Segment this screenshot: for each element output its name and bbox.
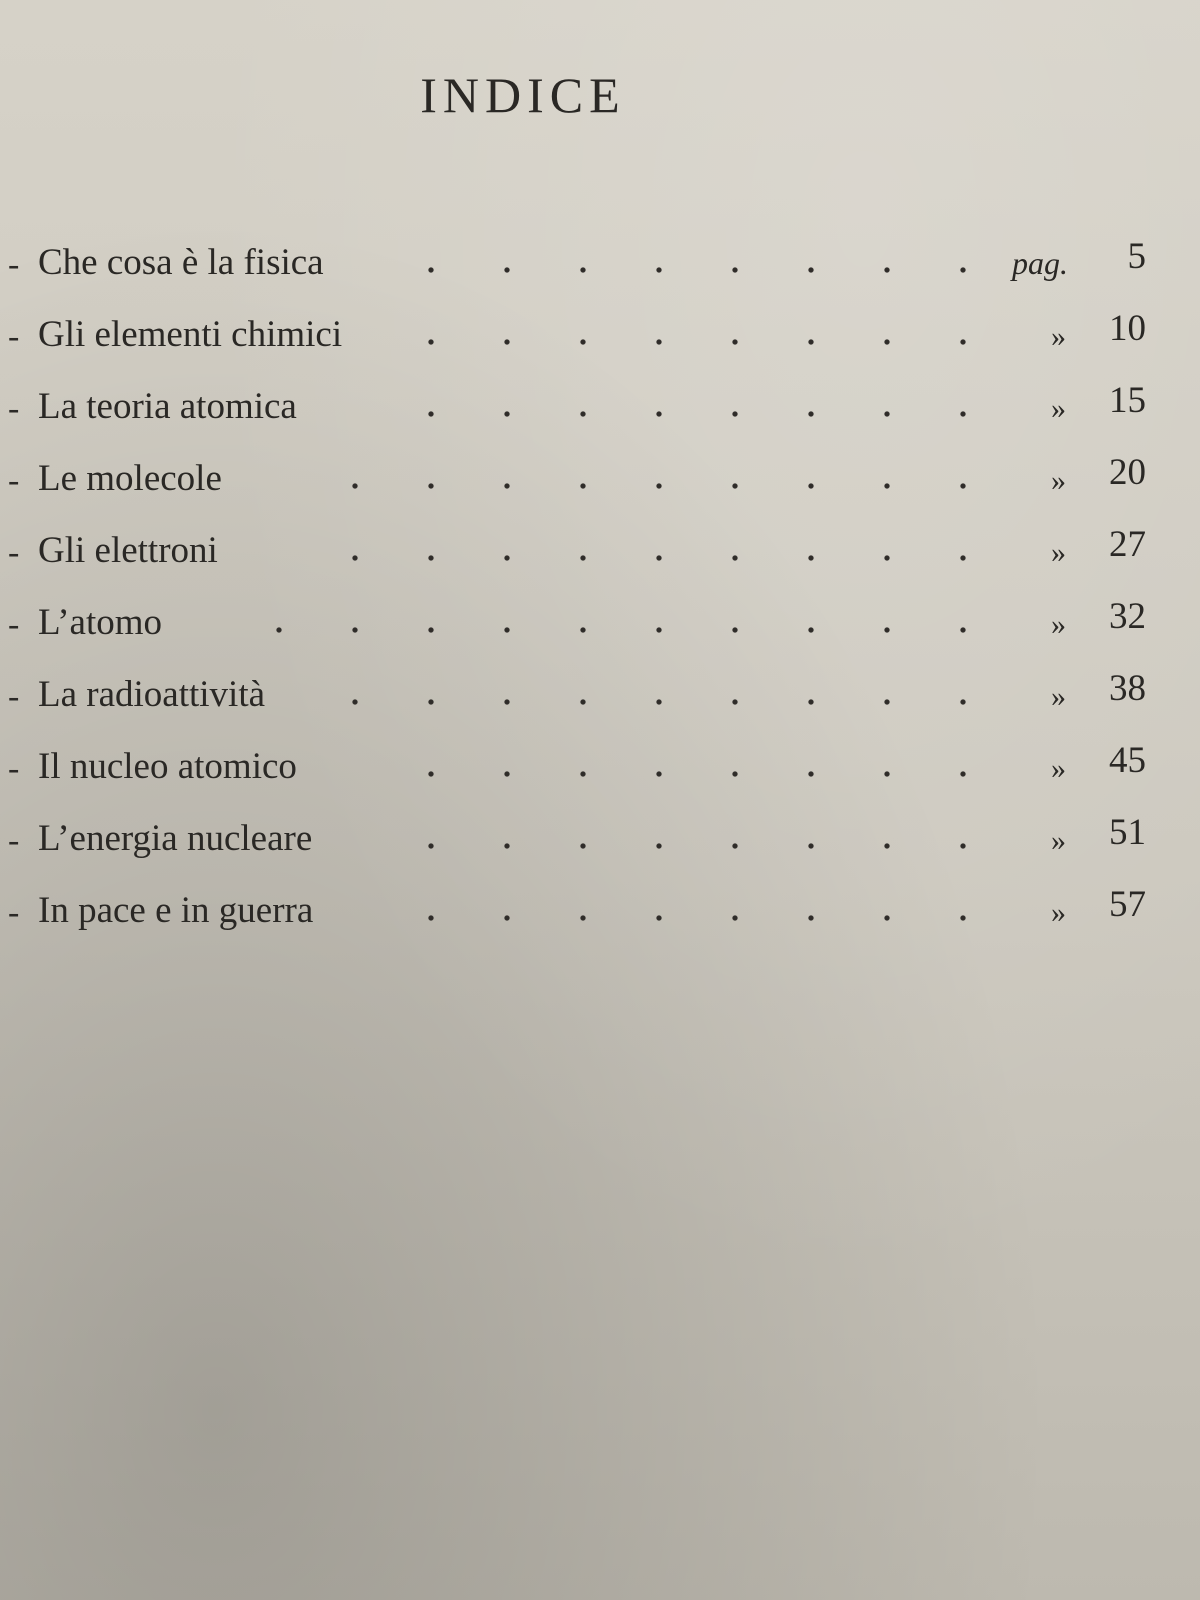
toc-entry bbox=[8, 592, 1158, 652]
ditto-mark: » bbox=[1051, 824, 1066, 857]
dot-leader bbox=[393, 330, 973, 354]
entry-page-number: 5 bbox=[1127, 236, 1146, 277]
dot-leader bbox=[393, 906, 973, 930]
toc-entry bbox=[8, 808, 1158, 868]
entry-dash: - bbox=[8, 678, 20, 715]
entry-label: Il nucleo atomico bbox=[38, 746, 297, 787]
ditto-mark: » bbox=[1051, 320, 1066, 353]
entry-dash: - bbox=[8, 318, 20, 355]
entry-label: L’atomo bbox=[38, 602, 163, 643]
entry-label: Gli elettroni bbox=[38, 530, 218, 571]
toc-entry bbox=[8, 232, 1158, 292]
entry-dash: - bbox=[8, 390, 20, 427]
toc-entry bbox=[8, 880, 1158, 940]
dot-leader bbox=[393, 402, 973, 426]
entry-label: In pace e in guerra bbox=[38, 890, 314, 931]
entry-page-number: 57 bbox=[1109, 884, 1146, 925]
entry-label: Che cosa è la fisica bbox=[38, 242, 324, 283]
entry-label: L’energia nucleare bbox=[38, 818, 313, 859]
ditto-mark: » bbox=[1051, 608, 1066, 641]
entry-page-number: 32 bbox=[1109, 596, 1146, 637]
entry-page-number: 15 bbox=[1109, 380, 1146, 421]
entry-page-number: 27 bbox=[1109, 524, 1146, 565]
entry-dash: - bbox=[8, 894, 20, 931]
page-title: INDICE bbox=[420, 67, 626, 123]
dot-leader bbox=[317, 690, 973, 714]
dot-leader bbox=[317, 546, 973, 570]
entry-dash: - bbox=[8, 462, 20, 499]
entry-dash: - bbox=[8, 822, 20, 859]
entry-page-number: 10 bbox=[1109, 308, 1146, 349]
ditto-mark: » bbox=[1051, 392, 1066, 425]
entry-dash: - bbox=[8, 534, 20, 571]
dot-leader bbox=[317, 474, 973, 498]
entry-label: La teoria atomica bbox=[38, 386, 297, 427]
ditto-mark: » bbox=[1051, 680, 1066, 713]
page-abbreviation: pag. bbox=[1012, 245, 1068, 281]
entry-label: Gli elementi chimici bbox=[38, 314, 343, 355]
entry-dash: - bbox=[8, 606, 20, 643]
dot-leader bbox=[393, 834, 973, 858]
toc-entry bbox=[8, 664, 1158, 724]
entry-dash: - bbox=[8, 246, 20, 283]
dot-leader bbox=[393, 258, 973, 282]
entry-page-number: 20 bbox=[1109, 452, 1146, 493]
entry-page-number: 45 bbox=[1109, 740, 1146, 781]
toc-entry bbox=[8, 304, 1158, 364]
toc-entry bbox=[8, 520, 1158, 580]
toc-entry bbox=[8, 376, 1158, 436]
entry-page-number: 51 bbox=[1109, 812, 1146, 853]
toc-entry bbox=[8, 448, 1158, 508]
ditto-mark: » bbox=[1051, 896, 1066, 929]
entry-label: La radioattività bbox=[38, 674, 266, 715]
ditto-mark: » bbox=[1051, 536, 1066, 569]
ditto-mark: » bbox=[1051, 752, 1066, 785]
toc-entry bbox=[8, 736, 1158, 796]
entry-page-number: 38 bbox=[1109, 668, 1146, 709]
dot-leader bbox=[393, 762, 973, 786]
entry-dash: - bbox=[8, 750, 20, 787]
entry-label: Le molecole bbox=[38, 458, 222, 499]
dot-leader bbox=[241, 618, 973, 642]
ditto-mark: » bbox=[1051, 464, 1066, 497]
